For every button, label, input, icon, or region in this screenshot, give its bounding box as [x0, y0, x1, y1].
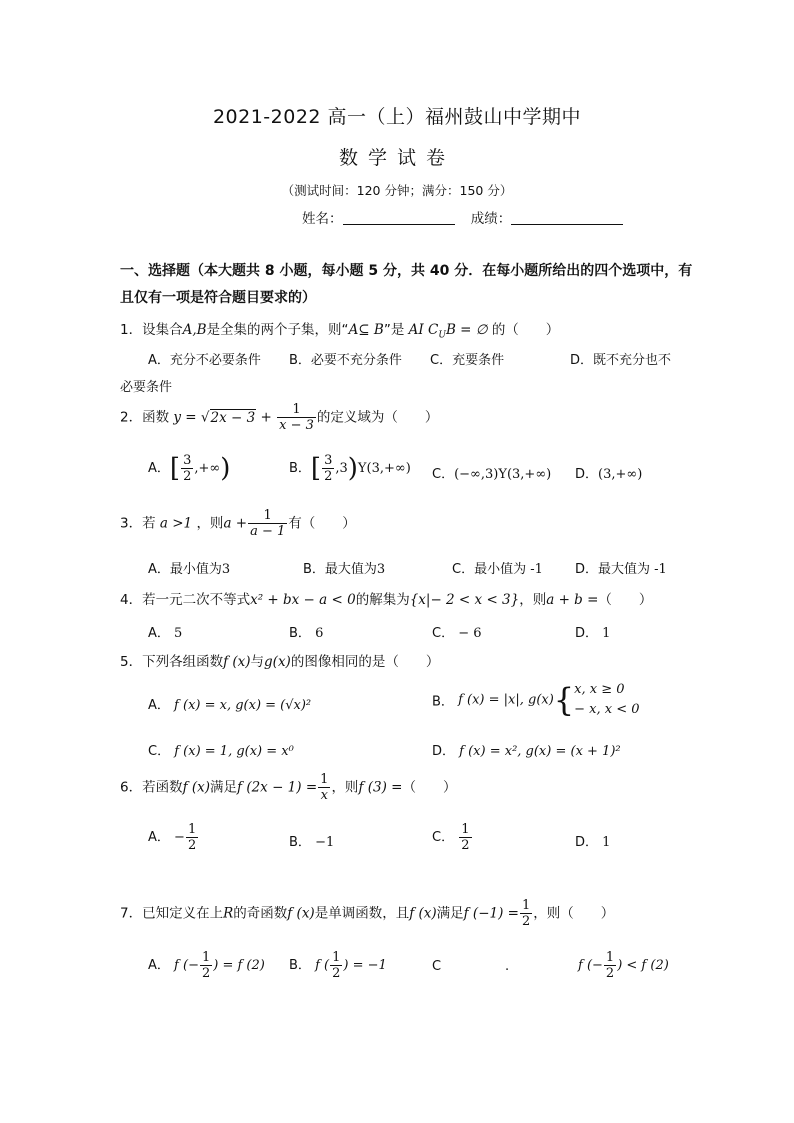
q3-d-text: D．最大值为	[575, 562, 651, 577]
q3-a-val: 3	[221, 562, 231, 577]
q6-c-num: 1	[461, 822, 470, 837]
q6-num: 1	[320, 772, 329, 787]
q2-option-a: A．[ $\frac{3}{2}$ ,+∞)	[148, 453, 231, 484]
q2-c-union: Y	[498, 467, 507, 482]
q2-c-tail: (3,+∞)	[506, 467, 552, 482]
q3-tail: 有（ ）	[288, 515, 356, 532]
q7-option-c-dot: .	[505, 959, 510, 974]
q7-option-a	[148, 950, 265, 981]
q2-a-rest: ,+∞	[194, 461, 221, 476]
section-heading-line1: 一、选择题（本大题共 8 小题，每小题 5 分，共 40 分．在每小题所给出的四个选项中，有	[120, 263, 693, 279]
q6-tail: （ ）	[402, 779, 457, 796]
q4-sum: a + b =	[546, 592, 599, 608]
q6-option-b	[289, 831, 334, 850]
q7-c-den: 2	[605, 966, 615, 981]
q2-d-label: D．	[575, 467, 599, 482]
q7-mid2: 是单调函数，且	[314, 905, 410, 922]
q7-c-num: 1	[605, 950, 615, 965]
q6-a-label: A．	[148, 830, 170, 845]
q2-d-main: (3,+∞)	[598, 467, 643, 482]
q2-b-rest: ,3	[335, 461, 348, 476]
q2-radicand: 2x − 3	[210, 409, 256, 426]
name-blank	[343, 212, 455, 225]
q4-ineq: x² + bx − a < 0	[250, 592, 356, 608]
q3-option-c	[452, 558, 543, 577]
q3-a: a +	[223, 515, 248, 532]
q5-a-label: A．	[148, 698, 170, 713]
q5-d-math: f (x) = x², g(x) = (x + 1)²	[459, 744, 621, 759]
q2-option-b: B．[ $\frac{3}{2}$ ,3)Y(3,+∞)	[289, 453, 411, 484]
q7-f: f (x)	[287, 905, 315, 922]
q6-eq: f (2x − 1) =	[237, 779, 318, 796]
q4-option-a	[148, 622, 182, 641]
q7-b-label: B．	[289, 958, 311, 973]
q7-b-num: 1	[332, 950, 341, 965]
q6-label: 6．若函数	[120, 779, 183, 796]
q3-den: a − 1	[250, 524, 286, 539]
q6-f: f (x)	[182, 779, 211, 796]
q4-tail: （ ）	[598, 592, 653, 608]
exam-subtitle: 数学试卷	[338, 147, 455, 169]
q7-option-b	[289, 950, 387, 981]
q3-c-val: -1	[530, 562, 543, 577]
question-1	[120, 318, 559, 341]
q5-g: g(x)	[264, 654, 291, 670]
score-blank	[511, 212, 623, 225]
q5-b-piece1: x, x ≥ 0	[574, 682, 625, 697]
q3-label: 3．若	[120, 515, 156, 532]
question-4	[120, 588, 652, 608]
q1-cond2: B = ∅	[445, 322, 488, 338]
q2-b-union: Y	[357, 461, 367, 476]
q7-mid: 的奇函数	[233, 905, 288, 922]
q4-mid: 的解集为	[355, 592, 410, 608]
q3-option-d	[575, 558, 667, 577]
q2-frac-den: x − 3	[279, 418, 314, 433]
q4-label: 4．若一元二次不等式	[120, 592, 251, 608]
q4-b-val: 6	[315, 626, 324, 641]
q1-sets: A,B	[182, 322, 207, 338]
q5-b-piece2: − x, x < 0	[574, 702, 640, 717]
q7-a-pre: f (−	[174, 958, 199, 973]
q3-cond: a >1	[159, 515, 193, 532]
q3-option-b	[303, 558, 385, 577]
q5-b-label: B．	[432, 694, 454, 710]
q7-a-label: A．	[148, 958, 170, 973]
q7-option-c-label: C	[432, 959, 442, 974]
q4-d-val: 1	[602, 626, 611, 641]
q5-and: 与	[250, 654, 265, 670]
q7-a-num: 1	[201, 950, 211, 965]
q4-option-c	[432, 622, 482, 641]
q4-then: ，则	[519, 592, 547, 608]
q2-a-den: 2	[183, 469, 192, 484]
q7-R: R	[223, 905, 234, 922]
q7-c-pre: f (−	[578, 958, 603, 973]
section-heading-line2: 且仅有一项是符合题目要求的）	[120, 290, 316, 306]
q2-plus: +	[260, 409, 272, 426]
q2-b-tail: (3,+∞)	[366, 461, 411, 476]
q7-c-post: ) < f (2)	[617, 958, 669, 973]
q7-a-post: ) = f (2)	[213, 958, 265, 973]
q4-option-d	[575, 622, 610, 641]
q5-option-b: B． f (x) = |x|, g(x){ x, x ≥ 0 − x, x < 0	[432, 681, 640, 719]
q6-f3: f (3) =	[358, 779, 403, 796]
question-5	[120, 650, 439, 670]
q7-mid3: 满足	[436, 905, 464, 922]
q6-b-label: B．	[289, 835, 311, 850]
q2-b-num: 3	[324, 453, 333, 468]
exam-title: 2021-2022 高一（上）福州鼓山中学期中	[212, 106, 582, 128]
q7-b-den: 2	[332, 966, 341, 981]
q4-a-label: A．	[148, 626, 170, 641]
q5-label: 5．下列各组函数	[120, 654, 224, 670]
q5-f: f (x)	[223, 654, 251, 670]
q1-subset: A⊆ B	[348, 322, 384, 338]
q2-option-c	[432, 463, 551, 482]
q1-option-d: D．既不充分也不	[570, 353, 672, 368]
q1-option-c: C．充要条件	[430, 353, 505, 368]
q2-tail: 的定义域为（ ）	[316, 409, 439, 426]
q6-option-d	[575, 831, 610, 850]
q4-d-label: D．	[575, 626, 599, 641]
question-2: 2．函数 y = √2x − 3 + $\frac{1}{x - 3}$ 的定义域为（ ）	[120, 402, 439, 433]
q2-c-label: C．	[432, 467, 455, 482]
q4-b-label: B．	[289, 626, 311, 641]
q7-a-den: 2	[201, 966, 211, 981]
q2-b-label: B．	[289, 461, 311, 476]
q2-y: y =	[173, 409, 197, 426]
q7-option-c	[578, 950, 669, 981]
q3-option-a	[148, 558, 230, 577]
q6-mid: 满足	[210, 779, 238, 796]
q5-tail: 的图像相同的是（ ）	[290, 654, 440, 670]
q3-d-val: -1	[654, 562, 667, 577]
q1-text-c: ”是	[383, 322, 405, 338]
question-3	[120, 508, 356, 539]
q2-a-label: A．	[148, 461, 170, 476]
q6-a-sign: −	[174, 830, 185, 845]
q6-c-den: 2	[461, 838, 470, 853]
q5-option-d	[432, 740, 621, 759]
question-6	[120, 772, 456, 803]
q2-frac-num: 1	[277, 402, 316, 418]
q2-c-main: (−∞,3)	[454, 467, 499, 482]
q1-sub: U	[438, 330, 446, 341]
q2-fraction	[277, 402, 316, 433]
q2-option-d	[575, 463, 642, 482]
q7-num: 1	[521, 898, 531, 913]
q7-den: 2	[521, 914, 531, 929]
q6-a-num: 1	[187, 822, 197, 837]
q1-text-b: 是全集的两个子集，则“	[206, 322, 349, 338]
q2-a-num: 3	[183, 453, 192, 468]
q5-c-math: f (x) = 1, g(x) = x⁰	[174, 744, 294, 759]
q3-b-text: B．最大值为	[303, 562, 377, 577]
q5-option-c	[148, 740, 294, 759]
q1-option-d-cont: 必要条件	[120, 380, 173, 395]
q7-label: 7．已知定义在上	[120, 905, 224, 922]
q7-tail: ，则（ ）	[533, 905, 615, 922]
q5-a-math: f (x) = x, g(x) = (√x)²	[174, 698, 312, 713]
q3-c-text: C．最小值为	[452, 562, 527, 577]
q5-option-a	[148, 694, 311, 713]
student-fields	[302, 207, 635, 227]
q6-option-c	[432, 822, 473, 853]
q1-cond: AI C	[408, 322, 439, 338]
q4-option-b	[289, 622, 323, 641]
q2-label: 2．函数	[120, 409, 170, 426]
q6-b-val: −1	[315, 835, 335, 850]
q7-b-post: ) = −1	[343, 958, 387, 973]
q3-a-text: A．最小值为	[148, 562, 222, 577]
q1-option-b: B．必要不充分条件	[289, 353, 402, 368]
q3-b-val: 3	[376, 562, 386, 577]
score-label: 成绩：	[470, 211, 512, 227]
q3-then: ，则	[196, 515, 224, 532]
q4-set: {x|− 2 < x < 3}	[409, 592, 520, 608]
q6-then: ，则	[331, 779, 359, 796]
q1-text-d: 的（ ）	[491, 322, 560, 338]
q7-eq: f (−1) =	[463, 905, 519, 922]
q6-a-den: 2	[187, 838, 197, 853]
q4-a-val: 5	[174, 626, 183, 641]
q5-d-label: D．	[432, 744, 456, 759]
q2-b-den: 2	[324, 469, 333, 484]
q5-c-label: C．	[148, 744, 171, 759]
q7-b-pre: f (	[315, 958, 330, 973]
name-label: 姓名：	[302, 211, 343, 227]
exam-info: （测试时间：120 分钟；满分：150 分）	[281, 183, 513, 198]
q3-num: 1	[248, 508, 287, 524]
q6-d-label: D．	[575, 835, 599, 850]
q1-text-a: 1．设集合	[120, 322, 183, 338]
q6-option-a	[148, 822, 199, 853]
q7-f2: f (x)	[409, 905, 437, 922]
q4-c-label: C．	[432, 626, 455, 641]
q6-d-val: 1	[602, 835, 611, 850]
q6-den: x	[320, 788, 328, 803]
q5-b-math: f (x) = |x|, g(x)	[458, 692, 554, 708]
question-7	[120, 898, 614, 929]
q6-c-label: C．	[432, 830, 455, 845]
q4-c-val: − 6	[458, 626, 482, 641]
q1-option-a: A．充分不必要条件	[148, 353, 261, 368]
